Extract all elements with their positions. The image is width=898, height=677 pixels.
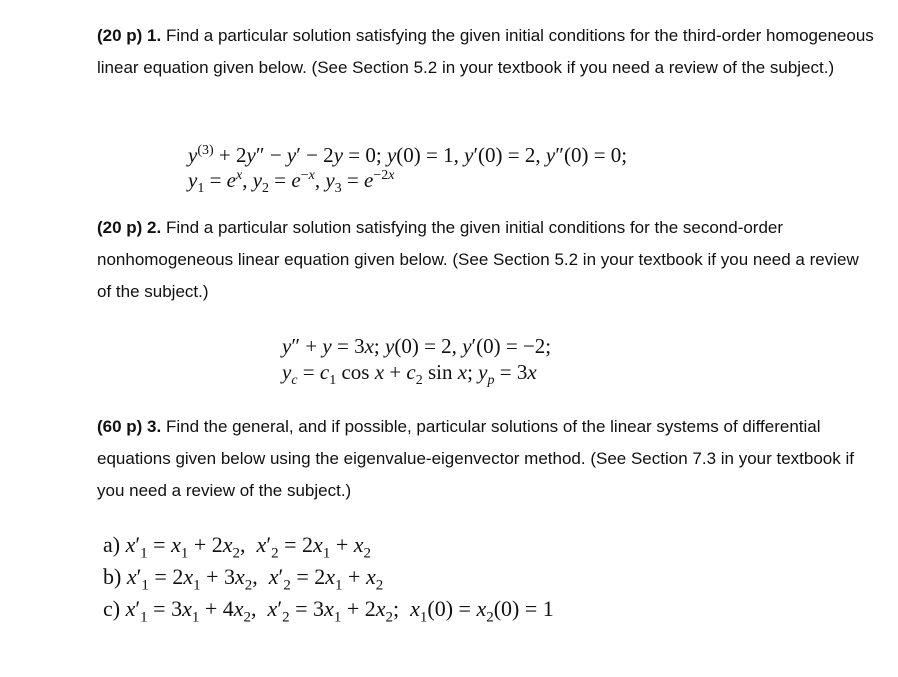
system-a-label: a)	[103, 532, 121, 557]
problem-1-body: Find a particular solution satisfying the given initial conditions for the third-order homogeneous linear equation given below. (See Section 5.2 in your textbook if you need a review of the subject.)	[97, 26, 874, 77]
problem-1-solutions: $y_1 = e^x$, $y_2 = e^{-x}$, $y_3 = e^{-2x}$	[188, 168, 395, 197]
problem-3-points: (60 p) 3.	[97, 417, 162, 436]
problem-1-text	[97, 20, 877, 84]
problem-2-body: Find a particular solution satisfying the given initial conditions for the second-order nonhomogeneous linear equation given below. (See Section 5.2 in your textbook if you need a review of the subject.)	[97, 218, 859, 301]
problem-2-points: (20 p) 2.	[97, 218, 162, 237]
problem-2-solutions: $y_c = c_1$ $\cos x + c_2$ sin x; $y_p = 3x$	[282, 360, 537, 389]
system-c-label: c)	[103, 596, 121, 621]
problem-3-body: Find the general, and if possible, particular solutions of the linear systems of differential equations given below using the eigenvalue-eigenvector method. (See Section 7.3 in your textbook if you need a review of the subject.)	[97, 417, 854, 500]
system-c: c) $x'_1 = 3x_1 + 4x_2$, $x'_2 = 3x_1 + 2x_2$; $x_1(0) = x_2(0) = 1$	[103, 596, 554, 626]
problem-1-points: (20 p) 1.	[97, 26, 162, 45]
system-b: b) $x'_1 = 2x_1 + 3x_2$, $x'_2 = 2x_1 + x_2$	[103, 564, 384, 594]
system-b-label: b)	[103, 564, 122, 589]
problem-1-equation: $y^{(3)} + 2y'' - y' - 2y = 0$; y(0) = 1, y′(0) = 2, y″(0) = 0;	[188, 143, 628, 167]
system-a: a) $x'_1 = x_1 + 2x_2$, $x'_2 = 2x_1 + x_2$	[103, 532, 371, 562]
problem-2-text	[97, 212, 877, 308]
problem-3-text	[97, 411, 877, 507]
problem-2-equation: y″ + y = 3x; y(0) = 2, y′(0) = −2;	[282, 334, 552, 358]
